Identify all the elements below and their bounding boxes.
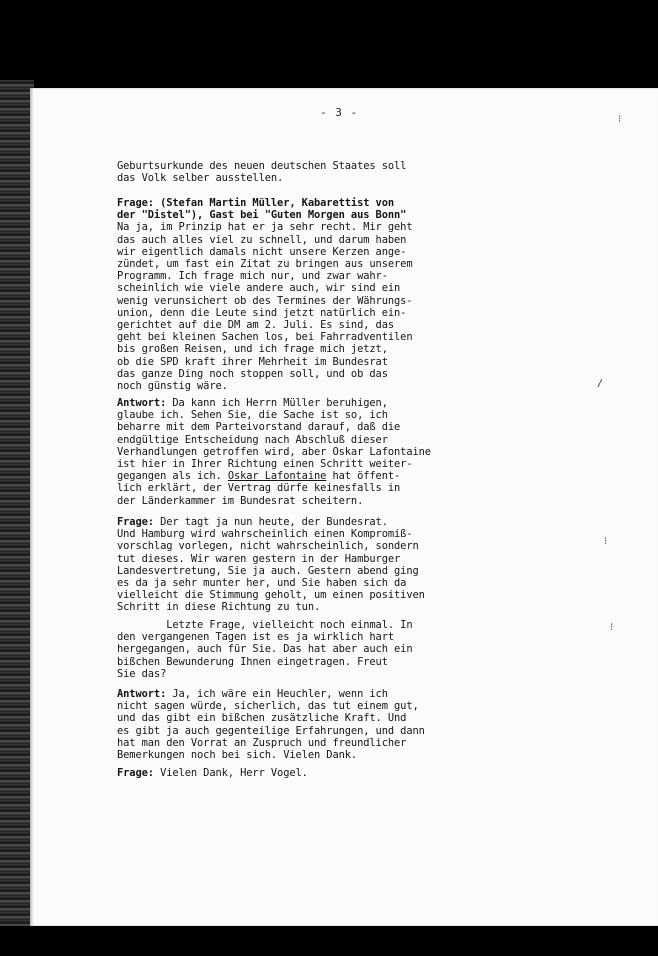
margin-tick: / bbox=[597, 378, 604, 389]
margin-dots: ⁝ bbox=[618, 114, 622, 125]
paragraph-question-3: Letzte Frage, vielleicht noch einmal. In den vergangenen Tagen ist es ja wirklich hart hergegangen, auch für Sie. Das hat aber auch ein bißchen Bewunderung Ihnen eingetragen. Freut Sie das? bbox=[117, 619, 413, 680]
scan-border-left bbox=[0, 80, 34, 930]
speaker-label: Frage: bbox=[117, 197, 154, 209]
margin-dots: ⁝ bbox=[604, 536, 608, 547]
paragraph-answer-1: Antwort: Da kann ich Herrn Müller beruhigen, glaube ich. Sehen Sie, die Sache ist so, ich beharre mit dem Parteivorstand darauf, daß die endgültige Entscheidung nach Abschluß dieser Verhandlungen getroffen wird, aber Oskar Lafontaine ist hier in Ihrer Richtung einen Schritt weiter- gegangen als ich. Oskar Lafontaine hat öffent- lich erklärt, der Vertrag dürfe keinesfalls in der Länderkammer im Bundesrat scheitern. bbox=[117, 397, 431, 507]
paragraph-question-2: Frage: Der tagt ja nun heute, der Bundesrat. Und Hamburg wird wahrscheinlich einen Kompromiß- vorschlag vorlegen, nicht wahrscheinlich, sondern tut dieses. Wir waren gestern in der Hamburger Landesvertretung, Sie ja auch. Gestern abend ging es da ja sehr munter her, und Sie haben sich da vielleicht die Stimmung geholt, um einen positiven Schritt in diese Richtung zu tun. bbox=[117, 516, 425, 614]
margin-dots: ⁝ bbox=[610, 622, 614, 633]
page-number: - 3 - bbox=[320, 106, 359, 119]
underlined-name: Oskar Lafontaine bbox=[227, 470, 327, 483]
scan-border-bottom bbox=[0, 926, 658, 956]
paragraph-question-1: Frage: (Stefan Martin Müller, Kabarettist von der "Distel"), Gast bei "Guten Morgen aus Bonn" Na ja, im Prinzip hat er ja sehr recht. Mir geht das auch alles viel zu schnell, und darum haben wir eigentlich damals nicht unsere Kerzen ange- zündet, um fast ein Zitat zu bringen aus unserem Programm. Ich frage mich nur, und zwar wahr- scheinlich wie viele andere auch, wir sind ein wenig verunsichert ob des Termines der Währungs- union, denn die Leute sind jetzt natürlich ein- gerichtet auf die DM am 2. Juli. Es sind, das geht bei kleinen Sachen los, bei Fahrradventilen bis großen Reisen, und ich frage mich jetzt, ob die SPD kraft ihrer Mehrheit im Bundesrat das ganze Ding noch stoppen soll, und ob das noch günstig wäre. bbox=[117, 197, 413, 393]
speaker-label: Antwort: bbox=[117, 397, 167, 409]
paragraph-closing: Frage: Vielen Dank, Herr Vogel. bbox=[117, 767, 308, 779]
speaker-label: Antwort: bbox=[117, 688, 167, 700]
paragraph-intro: Geburtsurkunde des neuen deutschen Staates soll das Volk selber ausstellen. bbox=[117, 160, 407, 185]
scan-border-top bbox=[0, 0, 658, 95]
speaker-label: Frage: bbox=[117, 516, 154, 528]
speaker-label: Frage: bbox=[117, 767, 154, 779]
paragraph-answer-2: Antwort: Ja, ich wäre ein Heuchler, wenn ich nicht sagen würde, sicherlich, das tut einem gut, und das gibt ein bißchen zusätzliche Kraft. Und es gibt ja auch gegenteilige Erfahrungen, und dann hat man den Vorrat an Zuspruch und freundlicher Bemerkungen noch bei sich. Vielen Dank. bbox=[117, 688, 425, 762]
